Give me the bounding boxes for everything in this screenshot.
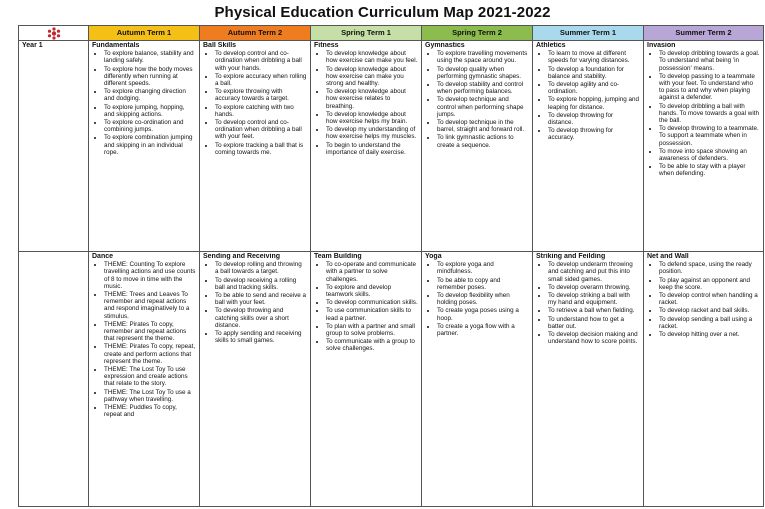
- list-item: • To explore changing direction and dodging.: [104, 88, 196, 102]
- unit-cell: [200, 252, 311, 507]
- list-item: • To develop communication skills.: [326, 299, 418, 306]
- list-item: • To develop throwing for accuracy.: [548, 127, 640, 141]
- objective-list: [314, 50, 418, 156]
- list-item: • To develop technique and control when performing shape jumps.: [437, 96, 529, 118]
- objective-list: [425, 261, 529, 337]
- unit-title: Dance: [92, 253, 114, 260]
- unit-cell: [311, 41, 422, 252]
- list-item: • To explore hopping, jumping and leaping for distance.: [548, 96, 640, 110]
- year-label: Year 1: [19, 41, 89, 252]
- unit-title: Striking and Feilding: [536, 253, 606, 260]
- table-row: [19, 252, 764, 507]
- curriculum-table: [18, 25, 764, 507]
- header-autumn-term-1: Autumn Term 1: [89, 26, 200, 41]
- list-item: • To explore co-ordination and combining jumps.: [104, 119, 196, 133]
- unit-title: Yoga: [425, 253, 442, 260]
- unit-title: Net and Wall: [647, 253, 689, 260]
- list-item: • To develop control and co-ordination when dribbling a ball with your feet.: [215, 119, 307, 141]
- list-item: • To explore yoga and mindfulness.: [437, 261, 529, 275]
- list-item: • To explore and develop teamwork skills.: [326, 284, 418, 298]
- list-item: • To develop hitting over a net.: [659, 331, 760, 338]
- list-item: • THEME: Trees and Leaves To remember and repeat actions and respond imaginatively to a stimulus.: [104, 291, 196, 320]
- list-item: • To move into space showing an awareness of defenders.: [659, 148, 760, 162]
- list-item: • To explore tracking a ball that is coming towards me.: [215, 142, 307, 156]
- objective-list: [92, 50, 196, 156]
- unit-cell: [89, 252, 200, 507]
- unit-title: Fitness: [314, 42, 339, 49]
- list-item: • To explore jumping, hopping, and skipping actions.: [104, 104, 196, 118]
- list-item: • THEME: Pirates To copy, repeat, create and perform actions that represent the theme.: [104, 343, 196, 365]
- list-item: • THEME: The Lost Toy To use a pathway when travelling.: [104, 389, 196, 403]
- list-item: • To develop throwing and catching skills over a short distance.: [215, 307, 307, 329]
- unit-title: Athletics: [536, 42, 566, 49]
- list-item: • To develop dribbling a ball with hands. To move towards a goal with the ball.: [659, 103, 760, 125]
- logo-cell: [19, 26, 89, 41]
- list-item: • THEME: The Lost Toy To use expression and create actions that relate to the story.: [104, 366, 196, 388]
- list-item: • To play against an opponent and keep the score.: [659, 277, 760, 291]
- list-item: • To develop a foundation for balance and stability.: [548, 66, 640, 80]
- list-item: • To develop agility and co-ordination.: [548, 81, 640, 95]
- year-label: [19, 252, 89, 507]
- page-title: Physical Education Curriculum Map 2021-2022: [214, 4, 551, 21]
- list-item: • To develop stability and control when performing balances.: [437, 81, 529, 95]
- list-item: • To learn to move at different speeds for varying distances.: [548, 50, 640, 64]
- objective-list: [92, 261, 196, 418]
- list-item: • To develop knowledge about how exercise can make you strong and healthy.: [326, 66, 418, 88]
- list-item: • To explore catching with two hands.: [215, 104, 307, 118]
- list-item: • To explore balance, stability and landing safely.: [104, 50, 196, 64]
- unit-title: Invasion: [647, 42, 676, 49]
- list-item: • To communicate with a group to solve challenges.: [326, 338, 418, 352]
- list-item: • To create a yoga flow with a partner.: [437, 323, 529, 337]
- list-item: • THEME: Counting To explore travelling actions and use counts of 8 to move in time with the music.: [104, 261, 196, 290]
- list-item: • To link gymnastic actions to create a sequence.: [437, 134, 529, 148]
- list-item: • To understand how to get a batter out.: [548, 316, 640, 330]
- unit-title: Sending and Receiving: [203, 253, 281, 260]
- list-item: • To develop my understanding of how exercise helps my muscles.: [326, 126, 418, 140]
- list-item: • To develop throwing to a teammate. To support a teammate when in possession.: [659, 125, 760, 147]
- header-autumn-term-2: Autumn Term 2: [200, 26, 311, 41]
- header-row: [19, 26, 764, 41]
- unit-cell: [200, 41, 311, 252]
- list-item: • To begin to understand the importance of daily exercise.: [326, 142, 418, 156]
- list-item: • To explore throwing with accuracy towards a target.: [215, 88, 307, 102]
- objective-list: [203, 261, 307, 344]
- list-item: • To explore how the body moves differently when running at different speeds.: [104, 66, 196, 88]
- list-item: • To co-operate and communicate with a partner to solve challenges.: [326, 261, 418, 283]
- list-item: • To plan with a partner and small group to solve problems.: [326, 323, 418, 337]
- list-item: • To be able to send and receive a ball with your feet.: [215, 292, 307, 306]
- list-item: • To be able to stay with a player when defending.: [659, 163, 760, 177]
- list-item: • To develop technique in the barrel, straight and forward roll.: [437, 119, 529, 133]
- unit-cell: [533, 252, 644, 507]
- list-item: • To retrieve a ball when fielding.: [548, 307, 640, 314]
- objective-list: [647, 261, 760, 338]
- header-spring-term-1: Spring Term 1: [311, 26, 422, 41]
- list-item: • To develop throwing for distance.: [548, 112, 640, 126]
- unit-cell: [311, 252, 422, 507]
- list-item: • To defend space, using the ready position.: [659, 261, 760, 275]
- unit-cell: [533, 41, 644, 252]
- list-item: • To develop knowledge about how exercise can make you feel.: [326, 50, 418, 64]
- list-item: • THEME: Puddles To copy, repeat and: [104, 404, 196, 418]
- list-item: • THEME: Pirates To copy, remember and repeat actions that represent the theme.: [104, 321, 196, 343]
- list-item: • To develop control when handling a racket.: [659, 292, 760, 306]
- objective-list: [536, 261, 640, 345]
- list-item: • To develop flexibility when holding poses.: [437, 292, 529, 306]
- list-item: • To explore combination jumping and skipping in an individual rope.: [104, 134, 196, 156]
- list-item: • To develop striking a ball with my hand and equipment.: [548, 292, 640, 306]
- unit-title: Team Building: [314, 253, 362, 260]
- list-item: • To explore accuracy when rolling a ball.: [215, 73, 307, 87]
- list-item: • To explore travelling movements using the space around you.: [437, 50, 529, 64]
- header-spring-term-2: Spring Term 2: [422, 26, 533, 41]
- list-item: • To develop decision making and understand how to score points.: [548, 331, 640, 345]
- unit-cell: [644, 41, 764, 252]
- objective-list: [647, 50, 760, 177]
- header-summer-term-1: Summer Term 1: [533, 26, 644, 41]
- objective-list: [203, 50, 307, 156]
- objective-list: [536, 50, 640, 141]
- list-item: • To create yoga poses using a hoop.: [437, 307, 529, 321]
- unit-cell: [89, 41, 200, 252]
- objective-list: [314, 261, 418, 352]
- list-item: • To use communication skills to lead a partner.: [326, 307, 418, 321]
- unit-title: Fundamentals: [92, 42, 140, 49]
- list-item: • To develop control and co-ordination when dribbling a ball with your hands.: [215, 50, 307, 72]
- list-item: • To apply sending and receiving skills to small games.: [215, 330, 307, 344]
- list-item: • To develop knowledge about how exercise relates to breathing.: [326, 88, 418, 110]
- unit-cell: [644, 252, 764, 507]
- unit-title: Gymnastics: [425, 42, 465, 49]
- list-item: • To develop knowledge about how exercise helps my brain.: [326, 111, 418, 125]
- list-item: • To develop passing to a teammate with your feet. To understand who to pass to and why when playing against a defender.: [659, 73, 760, 102]
- list-item: • To develop overarm throwing.: [548, 284, 640, 291]
- unit-cell: [422, 252, 533, 507]
- header-summer-term-2: Summer Term 2: [644, 26, 764, 41]
- list-item: • To develop racket and ball skills.: [659, 307, 760, 314]
- list-item: • To develop dribbling towards a goal. To understand what being 'in possession' means.: [659, 50, 760, 72]
- table-row: [19, 41, 764, 252]
- list-item: • To develop receiving a rolling ball and tracking skills.: [215, 277, 307, 291]
- list-item: • To develop quality when performing gymnastic shapes.: [437, 66, 529, 80]
- school-crest-icon: [46, 27, 62, 40]
- unit-cell: [422, 41, 533, 252]
- unit-title: Ball Skills: [203, 42, 237, 49]
- list-item: • To develop sending a ball using a racket.: [659, 316, 760, 330]
- list-item: • To develop rolling and throwing a ball towards a target.: [215, 261, 307, 275]
- list-item: • To be able to copy and remember poses.: [437, 277, 529, 291]
- list-item: • To develop underarm throwing and catching and put this into small sided games.: [548, 261, 640, 283]
- objective-list: [425, 50, 529, 149]
